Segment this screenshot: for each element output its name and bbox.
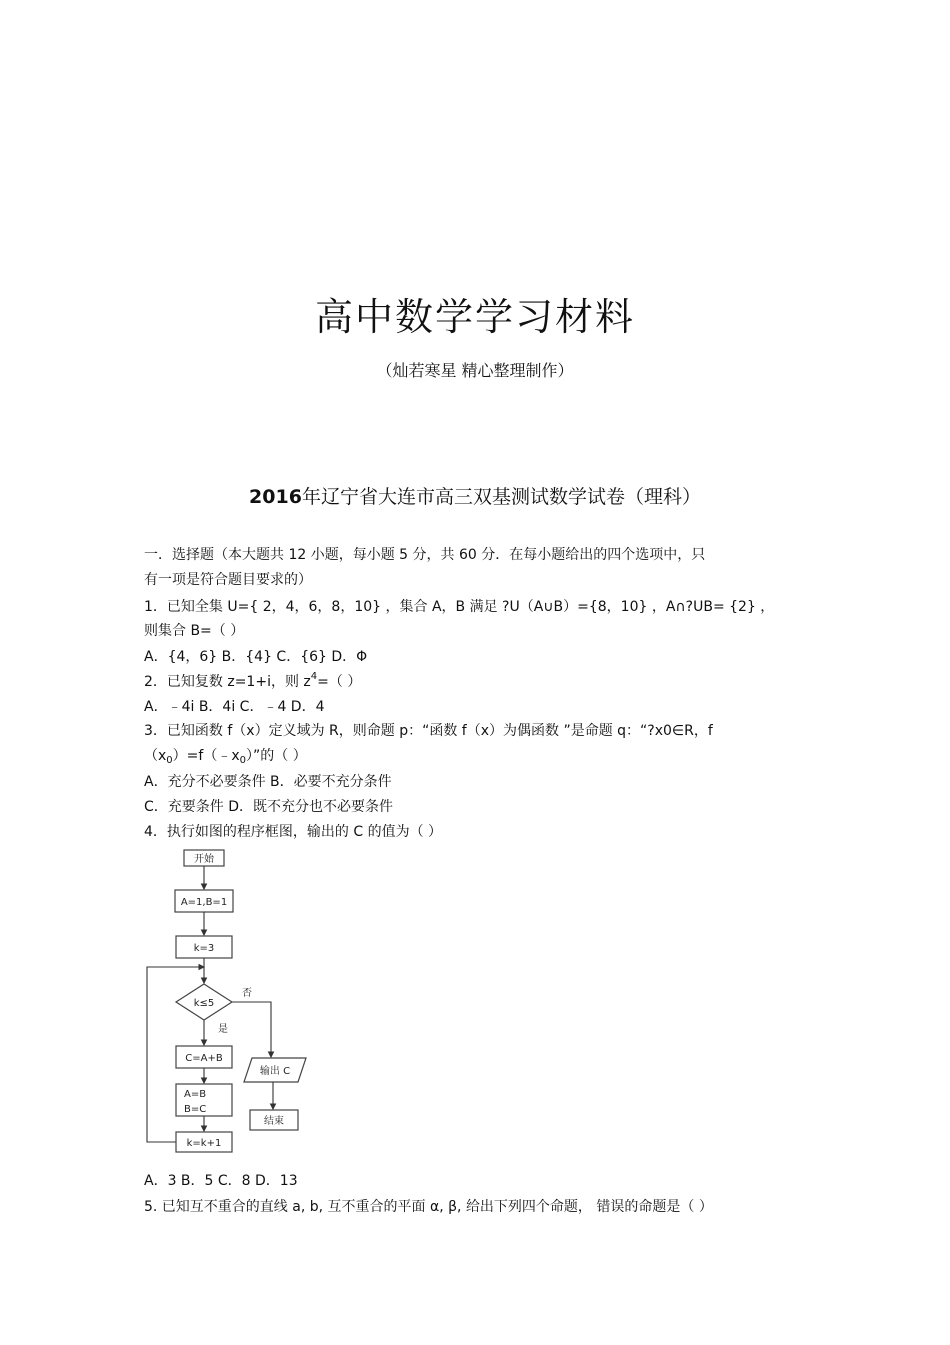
flow-init-label: A=1,B=1 — [180, 897, 228, 908]
page-subtitle: （灿若寒星 精心整理制作） — [376, 361, 574, 380]
exam-year: 2016 — [249, 486, 302, 508]
flow-start-label: 开始 — [194, 854, 214, 865]
flow-condition-label: k≤5 — [193, 998, 215, 1009]
q3-part-b: ）=f（﹣x — [172, 748, 240, 764]
exam-title — [0, 482, 950, 509]
q3-sub2: 0 — [239, 755, 246, 766]
exam-title-text: 年辽宁省大连市高三双基测试数学试卷（理科） — [301, 486, 701, 508]
flow-assign1-label: A=B — [184, 1089, 207, 1100]
q2-stem — [144, 671, 361, 691]
section-instructions-line1: 一．选择题（本大题共 12 小题，每小题 5 分，共 60 分．在每小题给出的四个选项中，只 — [144, 547, 706, 563]
flow-incr-label: k=k+1 — [186, 1138, 222, 1149]
q2-exponent: 4 — [310, 671, 318, 682]
section-instructions-line2: 有一项是符合题目要求的） — [144, 572, 312, 588]
flow-yes-label: 是 — [218, 1024, 228, 1035]
flow-kinit-label: k=3 — [193, 943, 215, 954]
q3-stem-line2 — [144, 745, 307, 766]
q2-stem-end: =（ ） — [317, 674, 362, 690]
q3-stem-line1: 3．已知函数 f（x）定义域为 R，则命题 p：“函数 f（x）为偶函数 ”是命题 q：“?x0∈R，f — [144, 723, 713, 739]
flow-output-label: 输出 C — [259, 1066, 291, 1077]
q3-options-1: A．充分不必要条件 B．必要不充分条件 — [144, 774, 392, 790]
q1-options: A．{4，6} B．{4} C．{6} D．Φ — [144, 649, 368, 665]
page-title: 高中数学学习材料 — [314, 295, 635, 339]
q3-options-2: C．充要条件 D．既不充分也不必要条件 — [144, 799, 394, 815]
flow-end-label: 结束 — [264, 1116, 284, 1127]
flow-assign2-label: B=C — [184, 1104, 207, 1115]
q3-part-a: （x — [144, 748, 167, 764]
q2-options: A．﹣4i B．4i C．﹣4 D．4 — [144, 699, 325, 715]
flowchart — [142, 844, 312, 1160]
q1-stem-line1: 1．已知全集 U={ 2，4，6，8，10} ，集合 A，B 满足 ?U（A∪B）={8，10} ，A∩?UB= {2} ， — [144, 599, 775, 615]
q4-stem: 4．执行如图的程序框图，输出的 C 的值为（ ） — [144, 824, 443, 840]
q3-part-c: ）”的（ ） — [246, 748, 307, 764]
q5-stem: 5. 已知互不重合的直线 a, b, 互不重合的平面 α, β, 给出下列四个命题， 错误的命题是（ ） — [144, 1199, 713, 1215]
q3-sub1: 0 — [166, 755, 173, 766]
flow-calc-label: C=A+B — [185, 1053, 223, 1064]
flow-no-label: 否 — [242, 988, 252, 999]
q2-stem-text: 2．已知复数 z=1+i，则 z — [144, 674, 311, 690]
q4-options: A．3 B．5 C．8 D．13 — [144, 1173, 298, 1189]
q1-stem-line2: 则集合 B=（ ） — [144, 623, 245, 639]
